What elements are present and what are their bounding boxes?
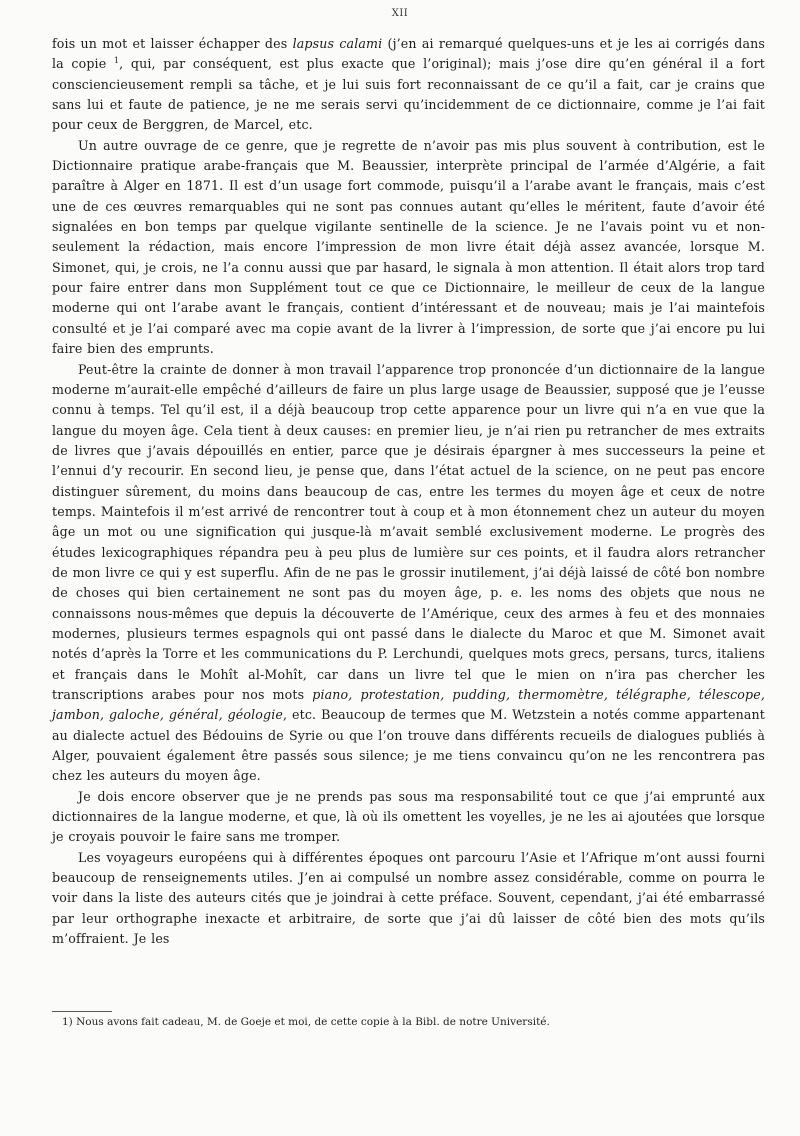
footnote: 1) Nous avons fait cadeau, M. de Goeje et moi, de cette copie à la Bibl. de notre Université. bbox=[62, 1016, 550, 1028]
paragraph-3 bbox=[52, 360, 765, 787]
paragraph-1 bbox=[52, 34, 765, 136]
paragraph-1-text-c: , qui, par conséquent, est plus exacte que l’original); mais j’ose dire qu’en général il a fort consciencieusement rempli sa tâche, et je lui suis fort reconnaissant de ce qu’il a fait, car je crains que sans lui et faute de patience, je ne me serais servi qu’incidemment de ce dictionnaire, comme je l’ai fait pour ceux de Berggren, de Marcel, etc. bbox=[52, 56, 765, 133]
lapsus-calami-phrase: lapsus calami bbox=[292, 36, 383, 51]
footnote-reference: 1 bbox=[113, 56, 120, 66]
paragraph-3-text-b: , etc. Beaucoup de termes que M. Wetzstein a notés comme appartenant au dialecte actuel des Bédouins de Syrie ou que l’on trouve dans différents recueils de dialogues publiés à Alger, pouvaient également être passés sous silence; je me tiens convaincu qu’on ne les rencontrera pas chez les auteurs du moyen âge. bbox=[52, 707, 765, 784]
body-text bbox=[52, 34, 765, 949]
paragraph-1-text-a: fois un mot et laisser échapper des bbox=[52, 36, 293, 51]
paragraph-1-text-b: (j’en ai remarqué quelques-uns et je les ai corrigés dans la copie bbox=[52, 36, 765, 72]
footnote-divider bbox=[52, 1011, 112, 1012]
paragraph-4: Je dois encore observer que je ne prends pas sous ma responsabilité tout ce que j’ai emprunté aux dictionnaires de la langue moderne, et que, là où ils omettent les voyelles, je ne les ai ajoutées que lorsque je croyais pouvoir le faire sans me tromper. bbox=[52, 788, 765, 845]
page-number: XII bbox=[391, 8, 409, 19]
paragraph-2: Un autre ouvrage de ce genre, que je regrette de n’avoir pas mis plus souvent à contribution, est le Dictionnaire pratique arabe-français que M. Beaussier, interprète principal de l’armée d’Algérie, a fait paraître à Alger en 1871. Il est d’un usage fort commode, puisqu’il a l’arabe avant le français, mais c’est une de ces œuvres remarquables qui ne sont pas connues autant qu’elles le méritent, faute d’avoir été signalées en bon temps par quelque vigilante sentinelle de la science. Je ne l’avais point vu et non-seulement la rédaction, mais encore l’impression de mon livre était déjà assez avancée, lorsque M. Simonet, qui, je crois, ne l’a connu aussi que par hasard, le signala à mon attention. Il était alors trop tard pour faire entrer dans mon Supplément tout ce que ce Dictionnaire, le meilleur de ceux de la langue moderne qui ont l’arabe avant le français, contient d’intéressant et de nouveau; mais je l’ai maintefois consulté et je l’ai comparé avec ma copie avant de la livrer à l’impression, de sorte que j’ai encore pu lui faire bien des emprunts. bbox=[52, 137, 765, 357]
italic-word-list: piano, protestation, pudding, thermomètre, télégraphe, télescope, jambon, galoche, général, géologie bbox=[52, 687, 765, 723]
paragraph-3-text-a: Peut-être la crainte de donner à mon travail l’apparence trop prononcée d’un dictionnaire de la langue moderne m’aurait-elle empêché d’ailleurs de faire un plus large usage de Beaussier, supposé que je l’eusse connu à temps. Tel qu’il est, il a déjà beaucoup trop cette apparence pour un livre qui n’a en vue que la langue du moyen âge. Cela tient à deux causes: en premier lieu, je n’ai rien pu retrancher de mes extraits de livres que j’avais dépouillés en entier, parce que je désirais épargner à mes successeurs la peine et l’ennui d’y recourir. En second lieu, je pense que, dans l’état actuel de la science, on ne peut pas encore distinguer sûrement, du moins dans beaucoup de cas, entre les termes du moyen âge et ceux de notre temps. Maintefois il m’est arrivé de rencontrer tout à coup et à mon étonnement chez un auteur du moyen âge un mot ou une signification qui jusque-là m’avait semblé exclusivement moderne. Le progrès des études lexicographiques répandra peu à peu plus de lumière sur ces points, et il faudra alors retrancher de mon livre ce qui y est superflu. Afin de ne pas le grossir inutilement, j’ai déjà laissé de côté bon nombre de choses qui bien certainement ne sont pas du moyen âge, p. e. les noms des objets que nous ne connaissons nous-mêmes que depuis la découverte de l’Amérique, ceux des armes à feu et des monnaies modernes, plusieurs termes espagnols qui ont passé dans le dialecte du Maroc et que M. Simonet avait notés d’après la Torre et les communications du P. Lerchundi, quelques mots grecs, persans, turcs, italiens et français dans le Mohît al-Mohît, car dans un livre tel que le mien on n’ira pas chercher les transcriptions arabes pour nos mots bbox=[52, 361, 765, 702]
paragraph-5: Les voyageurs européens qui à différentes époques ont parcouru l’Asie et l’Afrique m’ont aussi fourni beaucoup de renseignements utiles. J’en ai compulsé un nombre assez considérable, comme on pourra le voir dans la liste des auteurs cités que je joindrai à cette préface. Souvent, cependant, j’ai été embarrassé par leur orthographe inexacte et arbitraire, de sorte que j’ai dû laisser de côté bien des mots qu’ils m’offraient. Je les bbox=[52, 849, 765, 947]
